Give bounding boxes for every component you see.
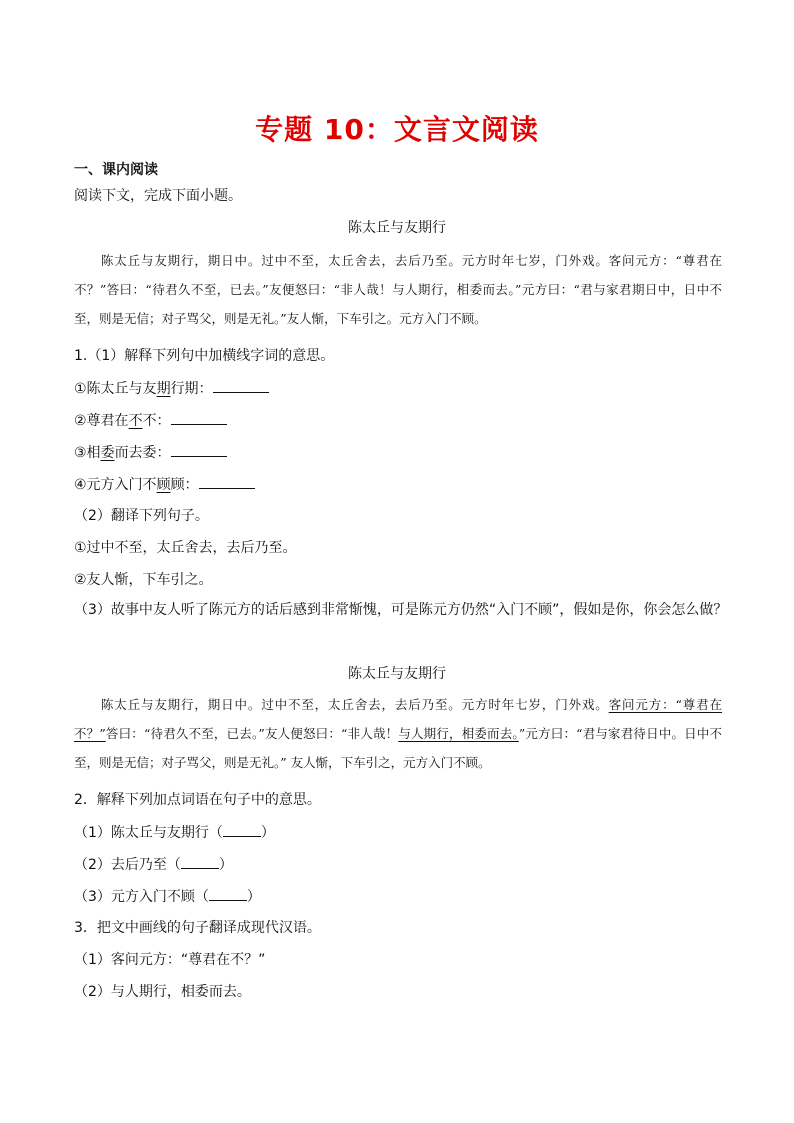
q1-translate-1: ①过中不至，太丘舍去，去后乃至。 — [74, 540, 297, 556]
q3-item-1: （1）客问元方：“尊君在不？” — [74, 952, 266, 968]
q1-sub3: （3）故事中友人听了陈元方的话后感到非常惭愧，可是陈元方仍然“入门不顾”，假如是你，你会怎么做？ — [74, 602, 728, 618]
answer-blank[interactable] — [171, 410, 227, 425]
q1-item-2: ②尊君在不不： — [74, 410, 227, 431]
q2-heading: 2．解释下列加点词语在句子中的意思。 — [74, 792, 321, 808]
passage2-title: 陈太丘与友期行 — [348, 666, 446, 682]
q3-item-2: （2）与人期行，相委而去。 — [74, 984, 251, 1000]
q3-heading: 3．把文中画线的句子翻译成现代汉语。 — [74, 920, 321, 936]
q1-heading: 1.（1）解释下列句中加横线字词的意思。 — [74, 348, 335, 364]
reading-instruction: 阅读下文，完成下面小题。 — [74, 188, 242, 204]
q2-item-2: （2）去后乃至（ ） — [74, 854, 233, 875]
answer-blank[interactable] — [199, 474, 255, 489]
q2-item-1: （1）陈太丘与友期行（ ） — [74, 822, 275, 843]
answer-blank[interactable] — [223, 822, 261, 837]
page-title: 专题 10：文言文阅读 — [255, 113, 539, 146]
passage1-text: 陈太丘与友期行，期日中。过中不至，太丘舍去，去后乃至。元方时年七岁，门外戏。客问元方：“尊君在不？”答曰：“待君久不至，已去。”友便怒曰：“非人哉！与人期行，相委而去。”元方曰：“君与家君期日中，日中不至，则是无信；对子骂父，则是无礼。”友人惭，下车引之。元方入门不顾。 — [74, 253, 722, 326]
q1-translate-2: ②友人惭，下车引之。 — [74, 572, 213, 588]
underlined-sentence-1: 客问元方：“尊君在不？” — [74, 697, 722, 741]
q2-item-3: （3）元方入门不顾（ ） — [74, 886, 261, 907]
answer-blank[interactable] — [181, 854, 219, 869]
answer-blank[interactable] — [213, 378, 269, 393]
section-heading: 一、课内阅读 — [74, 162, 158, 178]
passage1-title: 陈太丘与友期行 — [348, 220, 446, 236]
q1-item-1: ①陈太丘与友期行期： — [74, 378, 269, 399]
q1-item-3: ③相委而去委： — [74, 442, 227, 463]
passage2-text: 陈太丘与友期行，期日中。过中不至，太丘舍去，去后乃至。元方时年七岁，门外戏。客问元方：“尊君在不？”答曰：“待君久不至，已去。”友人便怒曰：“非人哉！与人期行，相委而去。”元方曰：“君与家君待日中。日中不至，则是无信；对子骂父，则是无礼。” 友人惭，下车引之，元方入门不顾。 — [74, 697, 722, 770]
underlined-sentence-2: 与人期行，相委而去。 — [398, 726, 519, 741]
answer-blank[interactable] — [171, 442, 227, 457]
q1-item-4: ④元方入门不顾顾： — [74, 474, 255, 495]
q1-sub2: （2）翻译下列句子。 — [74, 508, 209, 524]
answer-blank[interactable] — [209, 886, 247, 901]
